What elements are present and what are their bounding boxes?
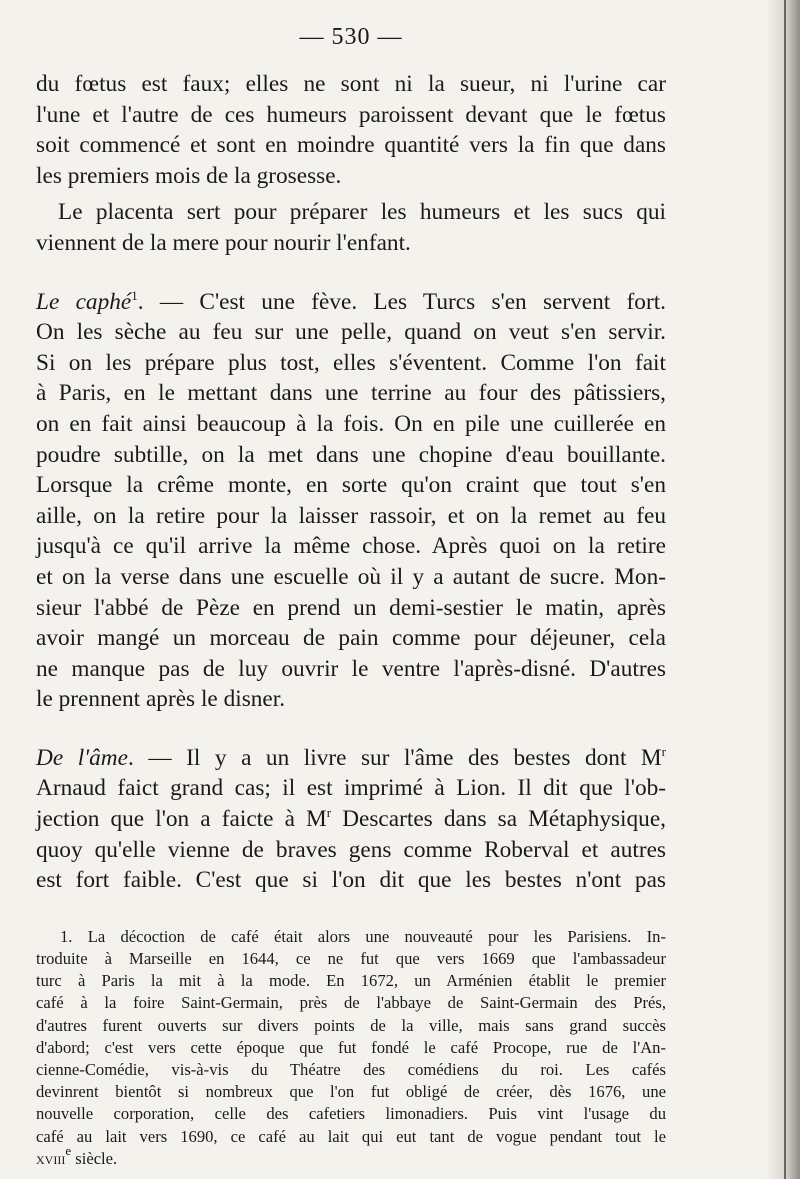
section-le-caphe <box>36 287 666 715</box>
text-line: De l'âme. — Il y a un livre sur l'âme des bestes dont $M^r$ <box>36 743 666 771</box>
text-line: quoy qu'elle vienne de braves gens comme Roberval et autres <box>36 836 666 863</box>
text-line: poudre subtille, on la met dans une chopine d'eau bouillante. <box>36 441 666 468</box>
text-line: le prennent après le disner. <box>36 686 286 713</box>
section-heading-ame: De l'âme <box>36 744 128 771</box>
footnote-line: xviii$^e$ siècle. <box>36 1142 118 1168</box>
text-line: et on la verse dans une escuelle où il y a autant de sucre. Mon- <box>36 563 666 590</box>
text-line: on en fait ainsi beaucoup à la fois. On en pile une cuillerée en <box>36 410 666 437</box>
text-line: jection que l'on a faicte à $M^r$ Descartes dans sa Métaphysique, <box>36 805 666 833</box>
paragraph-placenta <box>36 197 666 258</box>
text-line: soit commencé et sont en moindre quantité vers la fin que dans <box>36 132 666 159</box>
text-line: viennent de la mere pour nourir l'enfant. <box>36 229 411 256</box>
section-de-lame <box>36 743 666 896</box>
footnote-line: café à la foire Saint-Germain, près de l'abbaye de Saint-Germain des Prés, <box>36 993 666 1013</box>
text-line: Le placenta sert pour préparer les humeurs et les sucs qui <box>58 199 666 226</box>
text-line: Lorsque la crême monte, en sorte qu'on craint que tout s'en <box>36 472 666 499</box>
text-line: les premiers mois de la grosesse. <box>36 162 342 189</box>
footnote-line: 1. La décoction de café était alors une nouveauté pour les Parisiens. In- <box>60 926 666 946</box>
text-line: sieur l'abbé de Pèze en prend un demi-sestier le matin, après <box>36 594 666 621</box>
text-line: avoir mangé un morceau de pain comme pour déjeuner, cela <box>36 625 666 652</box>
text-line: du fœtus est faux; elles ne sont ni la sueur, ni l'urine car <box>36 71 666 97</box>
footnote-line: nouvelle corporation, celle des cafetiers limonadiers. Puis vint l'usage du <box>36 1104 666 1124</box>
footnote-line: d'autres furent ouverts sur divers points de la ville, mais sans grand succès <box>36 1015 666 1035</box>
section-heading-caphe: Le caphé <box>36 288 132 315</box>
text-line: Si on les prépare plus tost, elles s'éventent. Comme l'on fait <box>36 349 666 376</box>
text-line: Le caphé$^1$. — C'est une fève. Les Turcs s'en servent fort. <box>36 287 666 315</box>
text-line: aille, on la retire pour la laisser rassoir, et on la remet au feu <box>36 502 666 529</box>
text-line: est fort faible. C'est que si l'on dit que les bestes n'ont pas <box>36 867 666 894</box>
text-line: jusqu'à ce qu'il arrive la même chose. Après quoi on la retire <box>36 533 666 560</box>
footnote-line: turc à Paris la mit à la mode. En 1672, un Arménien établit le premier <box>36 971 666 991</box>
footnote-line: troduite à Marseille en 1644, ce ne fut que vers 1669 que l'ambassadeur <box>36 949 666 969</box>
footnote-line: café au lait vers 1690, ce café au lait qui eut tant de vogue pendant tout le <box>36 1126 666 1146</box>
footnote-line: d'abord; c'est vers cette époque que fut fondé le café Procope, rue de l'An- <box>36 1037 666 1057</box>
footnote-line: devinrent bientôt si nombreux que l'on fut obligé de créer, dès 1676, une <box>36 1082 666 1102</box>
text-line: On les sèche au feu sur une pelle, quand on veut s'en servir. <box>36 319 666 346</box>
text-line: ne manque pas de luy ouvrir le ventre l'après-disné. D'autres <box>36 655 666 682</box>
paragraph-fetus <box>36 69 666 191</box>
footnote-marker: 1 <box>131 287 138 303</box>
page-content <box>36 20 666 1170</box>
text-line: Arnaud faict grand cas; il est imprimé à Lion. Il dit que l'ob- <box>36 775 666 802</box>
text-line: à Paris, en le mettant dans une terrine au four des pâtissiers, <box>36 380 666 407</box>
footnote-line: cienne-Comédie, vis-à-vis du Théatre des comédiens du roi. Les cafés <box>36 1060 666 1080</box>
text-line: l'une et l'autre de ces humeurs paroissent devant que le fœtus <box>36 101 666 128</box>
page-number: — 530 — <box>299 24 403 50</box>
footnote-block <box>36 926 666 1170</box>
page-gutter-shadow <box>766 0 800 1179</box>
